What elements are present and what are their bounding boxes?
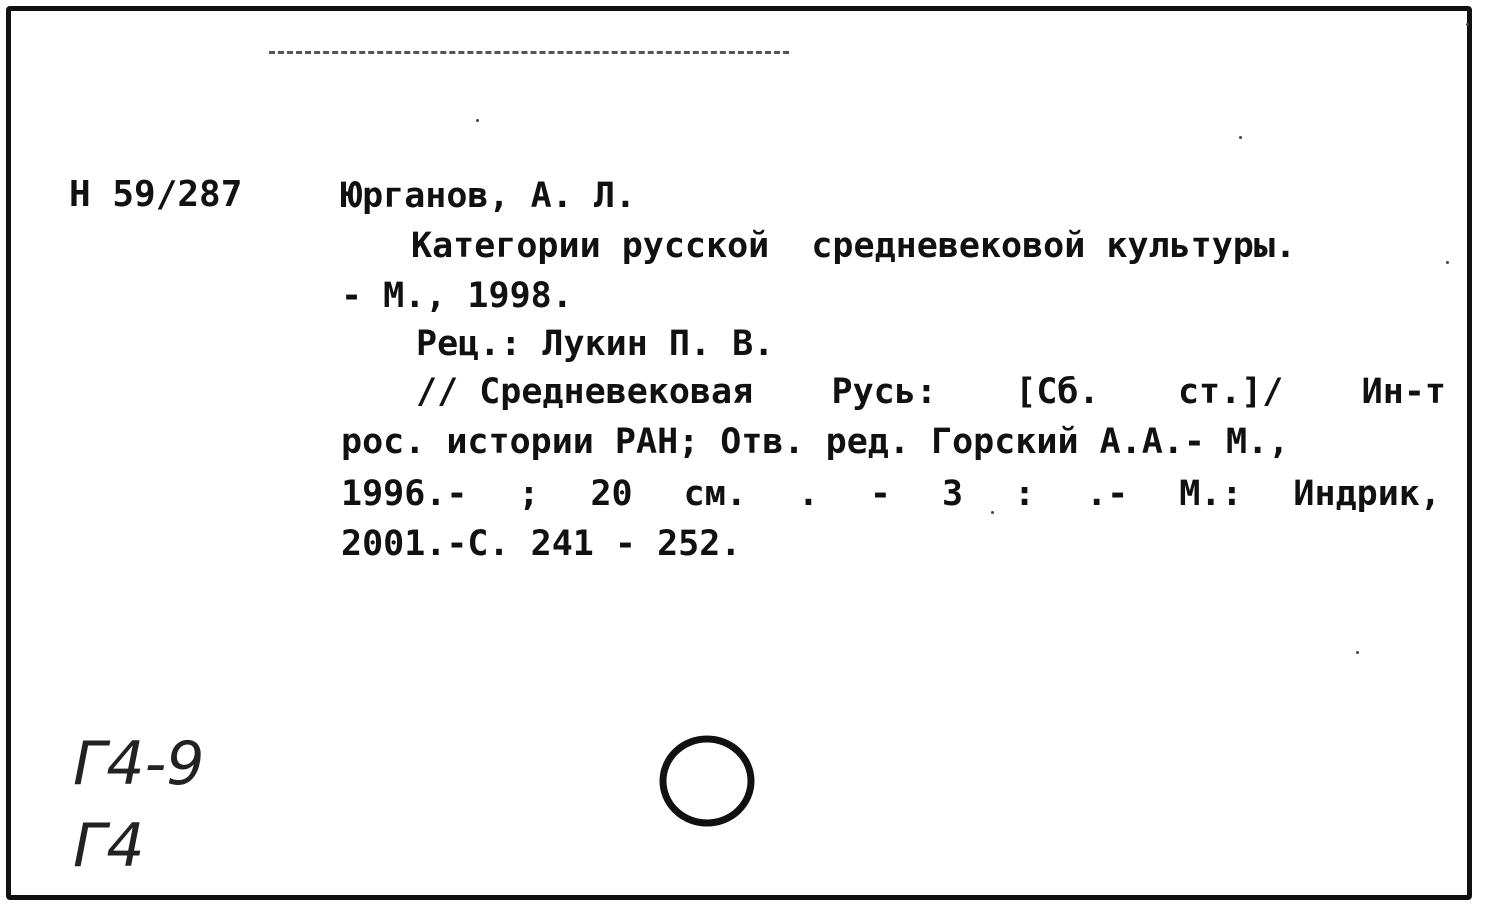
source-line-1 bbox=[416, 367, 1446, 417]
source-line-2: рос. истории РАН; Отв. ред. Горский А.А.- М., bbox=[341, 422, 1290, 462]
speck bbox=[1466, 23, 1469, 26]
speck bbox=[476, 119, 479, 122]
source-word: [Сб. bbox=[1015, 372, 1100, 412]
review-line: Рец.: Лукин П. В. bbox=[416, 324, 775, 364]
top-dashed-rule bbox=[269, 51, 789, 54]
source-word: - bbox=[869, 474, 891, 514]
handwritten-note-1: Г4-9 bbox=[73, 729, 205, 799]
handwritten-note-2: Г4 bbox=[73, 811, 145, 881]
speck bbox=[1446, 261, 1449, 264]
source-word: Русь: bbox=[831, 372, 937, 412]
speck bbox=[1356, 651, 1359, 654]
imprint: - М., 1998. bbox=[341, 276, 573, 316]
pages-line: 2001.-С. 241 - 252. bbox=[341, 524, 742, 564]
source-word: .- bbox=[1086, 474, 1129, 514]
source-word: см. bbox=[683, 474, 747, 514]
speck bbox=[1239, 136, 1242, 139]
source-word: // Средневековая bbox=[416, 372, 754, 412]
punch-hole-icon bbox=[659, 735, 763, 839]
author: Юрганов, А. Л. bbox=[341, 176, 637, 216]
source-word: . bbox=[797, 474, 819, 514]
source-word: ст.]/ bbox=[1177, 372, 1284, 412]
source-word: ; bbox=[518, 474, 540, 514]
call-number: Н 59/287 bbox=[69, 174, 243, 215]
source-word: : bbox=[1014, 474, 1036, 514]
source-line-3 bbox=[341, 469, 1441, 519]
title-line: Категории русской средневековой культуры. bbox=[411, 226, 1297, 266]
source-word: М.: bbox=[1179, 474, 1243, 514]
source-word: 3 bbox=[941, 474, 964, 514]
source-word: 20 bbox=[590, 474, 633, 514]
source-word: 1996.- bbox=[341, 474, 468, 514]
source-word: Индрик, bbox=[1293, 474, 1441, 514]
speck bbox=[991, 511, 994, 514]
catalog-card bbox=[6, 6, 1472, 900]
source-word: Ин-т bbox=[1361, 372, 1446, 412]
